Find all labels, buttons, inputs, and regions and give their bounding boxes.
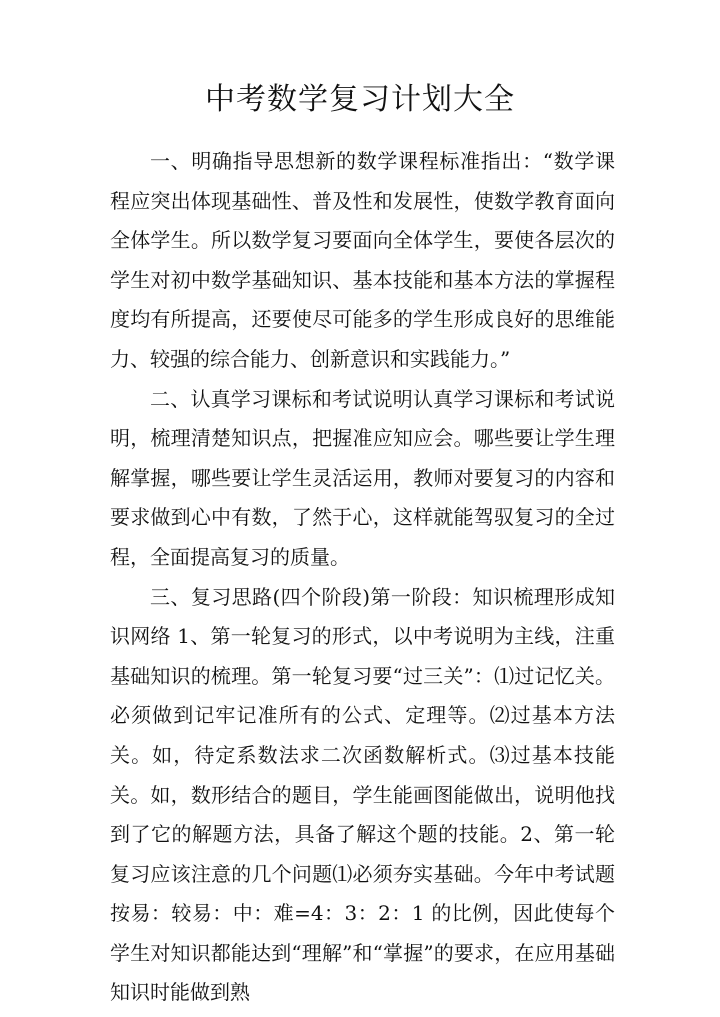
paragraph-1: 一、明确指导思想新的数学课程标准指出：“数学课程应突出体现基础性、普及性和发展性，使数学教育面向全体学生。所以数学复习要面向全体学生，要使各层次的学生对初中数学基础知识、基本技能和基本方法的掌握程度均有所提高，还要使尽可能多的学生形成良好的思维能力、较强的综合能力、创新意识和实践能力。”: [110, 149, 615, 371]
paragraph-3: 三、复习思路(四个阶段)第一阶段：知识梳理形成知识网络 1、第一轮复习的形式，以中考说明为主线，注重基础知识的梳理。第一轮复习要“过三关”：⑴过记忆关。必须做到记牢记准所有的公式、定理等。⑵过基本方法关。如，待定系数法求二次函数解析式。⑶过基本技能关。如，数形结合的题目，学生能画图能做出，说明他找到了它的解题方法，具备了解这个题的技能。2、第一轮复习应该注意的几个问题⑴必须夯实基础。今年中考试题按易：较易：中：难=4：3：2：1 的比例，因此使每个学生对知识都能达到“理解”和“掌握”的要求，在应用基础知识时能做到熟: [110, 584, 615, 1005]
paragraph-2: 二、认真学习课标和考试说明认真学习课标和考试说明，梳理清楚知识点，把握准应知应会。哪些要让学生理解掌握，哪些要让学生灵活运用，教师对要复习的内容和要求做到心中有数，了然于心，这样就能驾驭复习的全过程，全面提高复习的质量。: [110, 386, 615, 569]
document-body: [110, 142, 615, 1013]
page-title: 中考数学复习计划大全: [205, 82, 515, 117]
